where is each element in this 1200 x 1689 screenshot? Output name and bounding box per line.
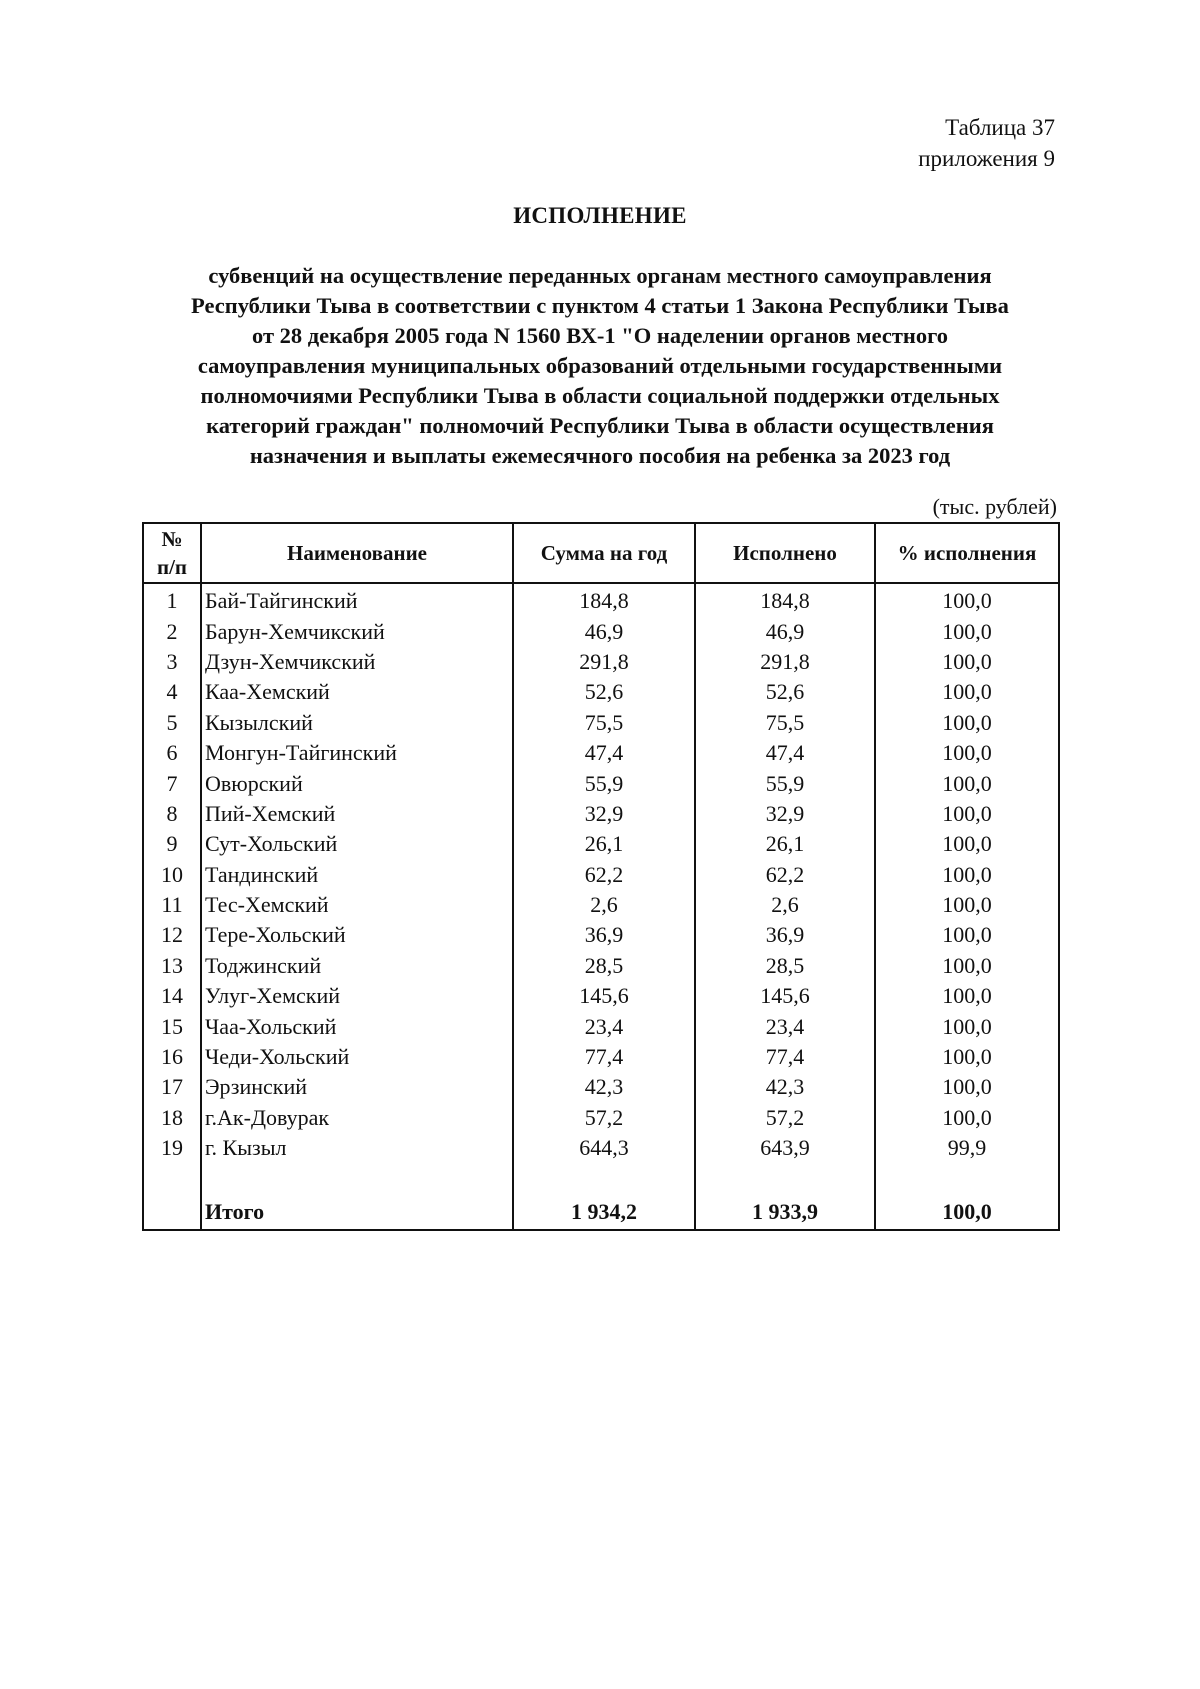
row-percent: 100,0: [875, 1011, 1059, 1041]
row-name: Пий-Хемский: [201, 799, 513, 829]
subtitle-line: назначения и выплаты ежемесячного пособия на ребенка за 2023 год: [249, 443, 951, 468]
row-name: Тере-Хольский: [201, 920, 513, 950]
row-done: 291,8: [695, 647, 875, 677]
row-done: 643,9: [695, 1133, 875, 1163]
row-number: 5: [143, 708, 201, 738]
row-number: 6: [143, 738, 201, 768]
row-plan: 644,3: [513, 1133, 695, 1163]
row-done: 23,4: [695, 1011, 875, 1041]
row-name: Тоджинский: [201, 951, 513, 981]
column-header-percent: % исполнения: [875, 523, 1059, 583]
row-percent: 100,0: [875, 860, 1059, 890]
subtitle-line: от 28 декабря 2005 года N 1560 ВХ-1 "О наделении органов местного: [252, 323, 948, 348]
subtitle-line: самоуправления муниципальных образований отдельными государственными: [197, 353, 1003, 378]
table-total-row: [143, 1195, 1059, 1230]
row-name: Бай-Тайгинский: [201, 583, 513, 616]
row-number: 8: [143, 799, 201, 829]
row-number: 18: [143, 1103, 201, 1133]
table-header-row: [143, 523, 1059, 583]
row-percent: 100,0: [875, 1042, 1059, 1072]
row-done: 145,6: [695, 981, 875, 1011]
row-number: 14: [143, 981, 201, 1011]
column-header-plan: Сумма на год: [513, 523, 695, 583]
row-number: 10: [143, 860, 201, 890]
row-done: 46,9: [695, 616, 875, 646]
document-subtitle: [150, 261, 1050, 471]
table-row: [143, 799, 1059, 829]
row-percent: 100,0: [875, 799, 1059, 829]
row-name: Монгун-Тайгинский: [201, 738, 513, 768]
row-plan: 57,2: [513, 1103, 695, 1133]
row-number: 16: [143, 1042, 201, 1072]
row-percent: 100,0: [875, 829, 1059, 859]
row-done: 26,1: [695, 829, 875, 859]
row-plan: 28,5: [513, 951, 695, 981]
table-row: [143, 860, 1059, 890]
table-row: [143, 1133, 1059, 1163]
row-number: 2: [143, 616, 201, 646]
table-row: [143, 677, 1059, 707]
row-name: г. Кызыл: [201, 1133, 513, 1163]
row-plan: 55,9: [513, 768, 695, 798]
total-plan: 1 934,2: [513, 1195, 695, 1230]
row-number: 7: [143, 768, 201, 798]
row-plan: 62,2: [513, 860, 695, 890]
appendix-number: приложения 9: [918, 146, 1055, 171]
column-header-done: Исполнено: [695, 523, 875, 583]
subtitle-line: субвенций на осуществление переданных органам местного самоуправления: [208, 263, 992, 288]
table-row: [143, 738, 1059, 768]
total-label: Итого: [201, 1195, 513, 1230]
row-plan: 23,4: [513, 1011, 695, 1041]
unit-label: (тыс. рублей): [932, 494, 1057, 519]
table-row: [143, 920, 1059, 950]
table-row: [143, 1011, 1059, 1041]
row-percent: 100,0: [875, 1103, 1059, 1133]
row-plan: 2,6: [513, 890, 695, 920]
table-number: Таблица 37: [945, 115, 1055, 140]
row-name: Тес-Хемский: [201, 890, 513, 920]
row-percent: 100,0: [875, 981, 1059, 1011]
row-number: 1: [143, 583, 201, 616]
row-plan: 291,8: [513, 647, 695, 677]
row-name: Кызылский: [201, 708, 513, 738]
row-percent: 100,0: [875, 583, 1059, 616]
row-percent: 100,0: [875, 647, 1059, 677]
row-percent: 100,0: [875, 708, 1059, 738]
row-name: Каа-Хемский: [201, 677, 513, 707]
table-row: [143, 981, 1059, 1011]
column-header-name: Наименование: [201, 523, 513, 583]
row-percent: 100,0: [875, 738, 1059, 768]
table-row: [143, 890, 1059, 920]
row-name: Эрзинский: [201, 1072, 513, 1102]
row-done: 2,6: [695, 890, 875, 920]
row-percent: 100,0: [875, 951, 1059, 981]
subtitle-line: категорий граждан" полномочий Республики Тыва в области осуществления: [206, 413, 994, 438]
row-number: 15: [143, 1011, 201, 1041]
row-number: 3: [143, 647, 201, 677]
row-percent: 99,9: [875, 1133, 1059, 1163]
row-name: Чеди-Хольский: [201, 1042, 513, 1072]
row-done: 55,9: [695, 768, 875, 798]
row-done: 77,4: [695, 1042, 875, 1072]
table-row: [143, 951, 1059, 981]
total-number: [143, 1195, 201, 1230]
row-name: Дзун-Хемчикский: [201, 647, 513, 677]
row-number: 12: [143, 920, 201, 950]
row-percent: 100,0: [875, 616, 1059, 646]
row-name: Тандинский: [201, 860, 513, 890]
row-number: 4: [143, 677, 201, 707]
row-percent: 100,0: [875, 677, 1059, 707]
row-number: 11: [143, 890, 201, 920]
table-reference: [918, 112, 1055, 174]
row-percent: 100,0: [875, 768, 1059, 798]
row-plan: 52,6: [513, 677, 695, 707]
row-number: 17: [143, 1072, 201, 1102]
table-row: [143, 647, 1059, 677]
row-percent: 100,0: [875, 1072, 1059, 1102]
row-plan: 46,9: [513, 616, 695, 646]
row-done: 32,9: [695, 799, 875, 829]
row-done: 36,9: [695, 920, 875, 950]
row-plan: 42,3: [513, 1072, 695, 1102]
row-done: 75,5: [695, 708, 875, 738]
row-name: г.Ак-Довурак: [201, 1103, 513, 1133]
row-done: 57,2: [695, 1103, 875, 1133]
table-row: [143, 1103, 1059, 1133]
row-done: 28,5: [695, 951, 875, 981]
column-header-number: № п/п: [143, 523, 201, 583]
row-name: Сут-Хольский: [201, 829, 513, 859]
row-name: Барун-Хемчикский: [201, 616, 513, 646]
row-done: 47,4: [695, 738, 875, 768]
row-plan: 75,5: [513, 708, 695, 738]
row-plan: 145,6: [513, 981, 695, 1011]
table-row: [143, 708, 1059, 738]
row-name: Улуг-Хемский: [201, 981, 513, 1011]
row-plan: 184,8: [513, 583, 695, 616]
document-title: ИСПОЛНЕНИЕ: [513, 203, 687, 228]
execution-table: [142, 522, 1060, 1231]
subtitle-line: Республики Тыва в соответствии с пунктом 4 статьи 1 Закона Республики Тыва: [191, 293, 1009, 318]
row-plan: 36,9: [513, 920, 695, 950]
row-plan: 77,4: [513, 1042, 695, 1072]
table-spacer-row: [143, 1163, 1059, 1195]
row-done: 184,8: [695, 583, 875, 616]
table-row: [143, 583, 1059, 616]
subtitle-line: полномочиями Республики Тыва в области социальной поддержки отдельных: [200, 383, 1000, 408]
row-plan: 32,9: [513, 799, 695, 829]
table-row: [143, 768, 1059, 798]
row-plan: 26,1: [513, 829, 695, 859]
table-row: [143, 1042, 1059, 1072]
table-row: [143, 829, 1059, 859]
total-percent: 100,0: [875, 1195, 1059, 1230]
row-done: 52,6: [695, 677, 875, 707]
row-name: Овюрский: [201, 768, 513, 798]
table-row: [143, 1072, 1059, 1102]
total-done: 1 933,9: [695, 1195, 875, 1230]
row-plan: 47,4: [513, 738, 695, 768]
row-number: 19: [143, 1133, 201, 1163]
row-done: 42,3: [695, 1072, 875, 1102]
row-name: Чаа-Хольский: [201, 1011, 513, 1041]
row-percent: 100,0: [875, 920, 1059, 950]
table-row: [143, 616, 1059, 646]
row-done: 62,2: [695, 860, 875, 890]
row-number: 9: [143, 829, 201, 859]
row-percent: 100,0: [875, 890, 1059, 920]
row-number: 13: [143, 951, 201, 981]
